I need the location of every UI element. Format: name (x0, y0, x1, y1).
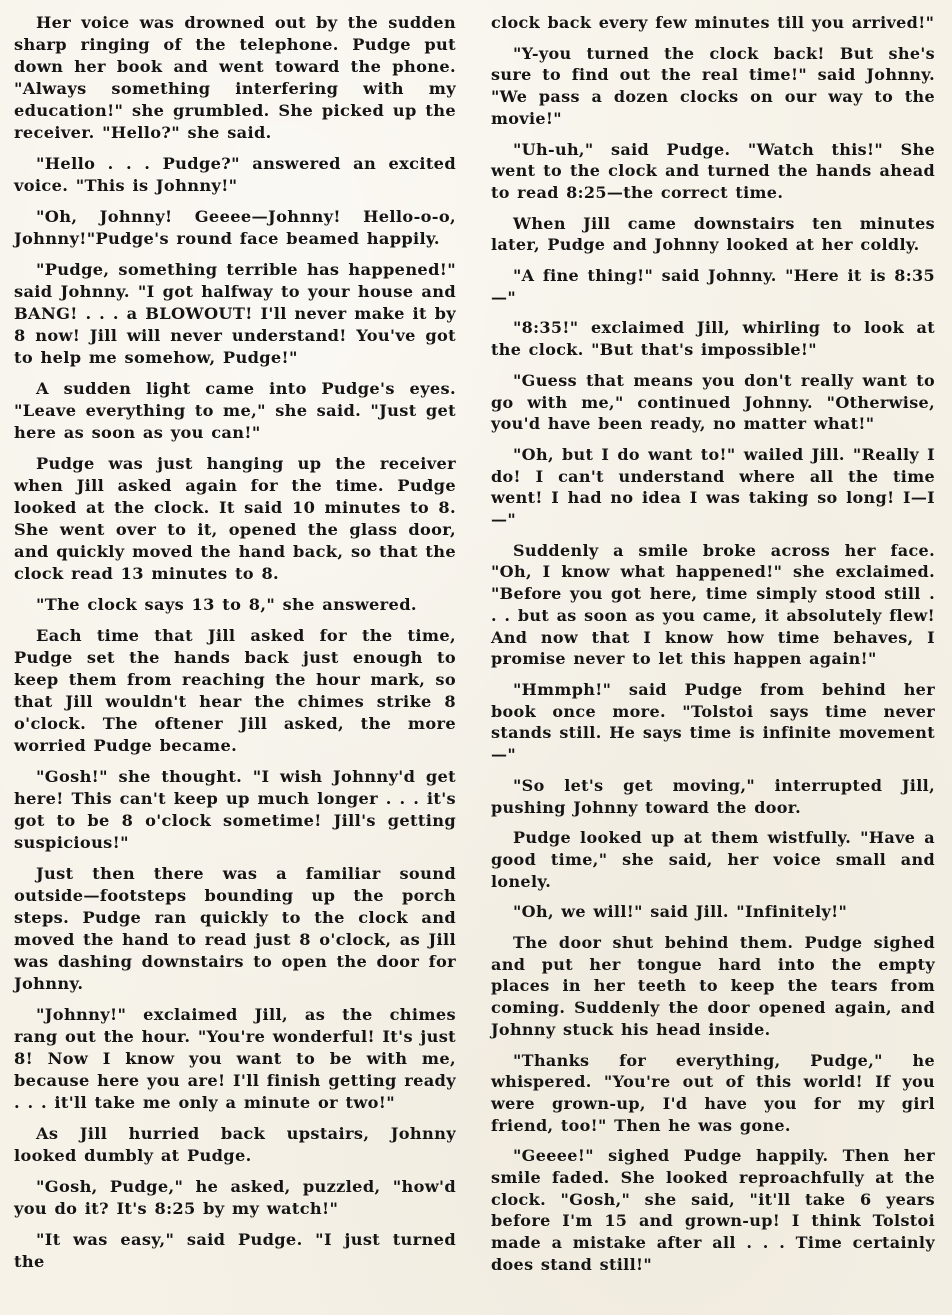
paragraph: "Y-you turned the clock back! But she's sure to find out the real time!" said Johnny. "We pass a dozen clocks on our way to the movie!" (491, 43, 935, 128)
paragraph: "It was easy," said Pudge. "I just turned the (14, 1230, 456, 1271)
paragraph: When Jill came downstairs ten minutes later, Pudge and Johnny looked at her coldly. (491, 213, 935, 255)
paragraph: "Uh-uh," said Pudge. "Watch this!" She went to the clock and turned the hands ahead to read 8:25—the correct time. (491, 139, 935, 202)
paragraph: "Oh, but I do want to!" wailed Jill. "Really I do! I can't understand where all the time went! I had no idea I was taking so long! I—I—" (491, 444, 935, 530)
paragraph: Pudge looked up at them wistfully. "Have a good time," she said, her voice small and lonely. (491, 828, 935, 891)
paragraph: "Gosh, Pudge," he asked, puzzled, "how'd you do it? It's 8:25 by my watch!" (14, 1177, 456, 1218)
paragraph: "8:35!" exclaimed Jill, whirling to look at the clock. "But that's impossible!" (491, 318, 935, 360)
right-column (491, 12, 935, 1285)
paragraph: Suddenly a smile broke across her face. "Oh, I know what happened!" she exclaimed. "Before you got here, time simply stood still . . . but as soon as you came, it absolutely flew! And now that I know how time behaves, I promise never to let this happen again!" (491, 540, 935, 669)
paragraph: Pudge was just hanging up the receiver when Jill asked again for the time. Pudge looked at the clock. It said 10 minutes to 8. She went over to it, opened the glass door, and quickly moved the hand back, so that the clock read 13 minutes to 8. (14, 454, 456, 583)
paragraph: Each time that Jill asked for the time, Pudge set the hands back just enough to keep them from reaching the hour mark, so that Jill wouldn't hear the chimes strike 8 o'clock. The oftener Jill asked, the more worried Pudge became. (14, 626, 456, 755)
paragraph: "Guess that means you don't really want to go with me," continued Johnny. "Otherwise, you'd have been ready, no matter what!" (491, 370, 935, 434)
paragraph: "The clock says 13 to 8," she answered. (36, 595, 417, 614)
paragraph: As Jill hurried back upstairs, Johnny looked dumbly at Pudge. (14, 1124, 456, 1165)
paragraph: "Geeee!" sighed Pudge happily. Then her smile faded. She looked reproachfully at the clock. "Gosh," she said, "it'll take 6 years before I'm 15 and grown-up! I think Tolstoi made a mistake after all . . . Time certainly does stand still!" (491, 1146, 935, 1274)
paragraph-continued: clock back every few minutes till you arrived!" (491, 13, 935, 32)
paragraph: A sudden light came into Pudge's eyes. "Leave everything to me," she said. "Just get here as soon as you can!" (14, 379, 456, 442)
paragraph: "Hmmph!" said Pudge from behind her book once more. "Tolstoi says time never stands still. He says time is infinite movement—" (491, 679, 935, 765)
left-column (14, 12, 456, 1282)
paragraph: "Hello . . . Pudge?" answered an excited voice. "This is Johnny!" (14, 154, 456, 195)
paragraph: "Gosh!" she thought. "I wish Johnny'd get here! This can't keep up much longer . . . it's got to be 8 o'clock sometime! Jill's getting suspicious!" (14, 767, 456, 852)
paragraph: "A fine thing!" said Johnny. "Here it is 8:35—" (491, 266, 935, 307)
paragraph: "Oh, we will!" said Jill. "Infinitely!" (513, 902, 848, 922)
paragraph: "Johnny!" exclaimed Jill, as the chimes rang out the hour. "You're wonderful! It's just 8! Now I know you want to be with me, because here you are! I'll finish getting ready . . . it'll take me only a minute or two!" (14, 1005, 457, 1112)
paragraph: "Oh, Johnny! Geeee—Johnny! Hello-o-o, Johnny!"Pudge's round face beamed happily. (14, 207, 456, 248)
paragraph: "Pudge, something terrible has happened!" said Johnny. "I got halfway to your house and BANG! . . . a BLOWOUT! I'll never make it by 8 now! Jill will never understand! You've got to help me somehow, Pudge!" (14, 260, 456, 367)
paragraph: The door shut behind them. Pudge sighed and put her tongue hard into the empty places in her teeth to keep the tears from coming. Suddenly the door opened again, and Johnny stuck his head inside. (491, 933, 935, 1039)
paragraph: Just then there was a familiar sound outside—footsteps bounding up the porch steps. Pudge ran quickly to the clock and moved the hand to read just 8 o'clock, as Jill was dashing downstairs to open the door for Johnny. (14, 864, 456, 993)
paragraph: "Thanks for everything, Pudge," he whispered. "You're out of this world! If you were grown-up, I'd have you for my girl friend, too!" Then he was gone. (491, 1050, 935, 1135)
paragraph: "So let's get moving," interrupted Jill, pushing Johnny toward the door. (491, 775, 935, 817)
paragraph: Her voice was drowned out by the sudden sharp ringing of the telephone. Pudge put down her book and went toward the phone. "Always something interfering with my education!" she grumbled. She picked up the receiver. "Hello?" she said. (14, 13, 456, 142)
